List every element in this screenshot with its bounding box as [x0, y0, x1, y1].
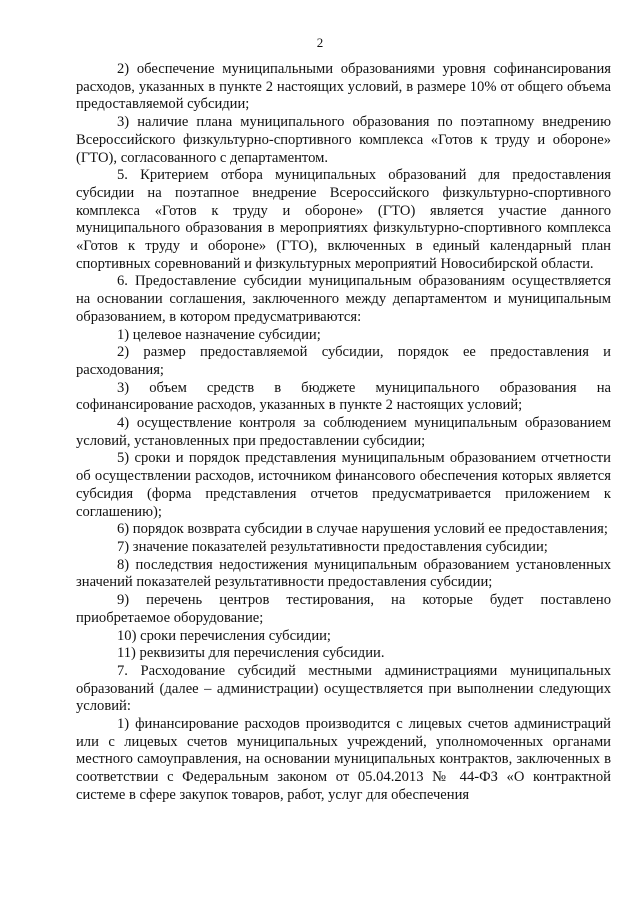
- paragraph: 3) наличие плана муниципального образования по поэтапному внедрению Всероссийского физкультурно-спортивного комплекса «Готов к труду и обороне» (ГТО), согласованного с департаментом.: [76, 114, 611, 166]
- paragraph: 5. Критерием отбора муниципальных образований для предоставления субсидии на поэтапное внедрение Всероссийского физкультурно-спортивного комплекса «Готов к труду и обороне» (ГТО) является участие данного муниципального образования в мероприятиях физкультурно-спортивного комплекса «Готов к труду и обороне» (ГТО), включенных в единый календарный план спортивных соревнований и физкультурных мероприятий Новосибирской области.: [76, 167, 611, 272]
- paragraph: 2) размер предоставляемой субсидии, порядок ее предоставления и расходования;: [76, 344, 611, 378]
- page-number: 2: [316, 35, 324, 50]
- paragraph: 1) целевое назначение субсидии;: [117, 326, 321, 343]
- paragraph: 2) обеспечение муниципальными образованиями уровня софинансирования расходов, указанных в пункте 2 настоящих условий, в размере 10% от общего объема предоставляемой субсидии;: [76, 61, 611, 113]
- paragraph: 7. Расходование субсидий местными администрациями муниципальных образований (далее – администрации) осуществляется при выполнении следующих условий:: [76, 662, 611, 715]
- paragraph: 4) осуществление контроля за соблюдением муниципальным образованием условий, установленных при предоставлении субсидии;: [76, 415, 611, 449]
- paragraph: 11) реквизиты для перечисления субсидии.: [117, 645, 385, 662]
- paragraph: 10) сроки перечисления субсидии;: [117, 627, 331, 644]
- paragraph: 6. Предоставление субсидии муниципальным образованиям осуществляется на основании соглашения, заключенного между департаментом и муниципальным образованием, в котором предусматриваются:: [76, 273, 611, 325]
- paragraph: 7) значение показателей результативности предоставления субсидии;: [117, 538, 548, 555]
- paragraph: 8) последствия недостижения муниципальным образованием установленных значений показателей результативности предоставления субсидии;: [76, 556, 611, 591]
- document-body: [76, 61, 611, 805]
- paragraph: 1) финансирование расходов производится с лицевых счетов администраций или с лицевых счетов муниципальных учреждений, уполномоченных органами местного самоуправления, на основании муниципальных контрактов, заключенных в соответствии с Федеральным законом от 05.04.2013 № 44-ФЗ «О контрактной системе в сфере закупок товаров, работ, услуг для обеспечения: [76, 716, 611, 803]
- paragraph: 5) сроки и порядок представления муниципальным образованием отчетности об осуществлении расходов, источником финансового обеспечения которых является субсидия (форма представления отчетов предусматривается приложением к соглашению);: [76, 450, 611, 520]
- paragraph: 6) порядок возврата субсидии в случае нарушения условий ее предоставления;: [117, 521, 608, 538]
- paragraph: 9) перечень центров тестирования, на которые будет поставлено приобретаемое оборудование;: [76, 592, 611, 626]
- paragraph: 3) объем средств в бюджете муниципального образования на софинансирование расходов, указанных в пункте 2 настоящих условий;: [76, 379, 611, 414]
